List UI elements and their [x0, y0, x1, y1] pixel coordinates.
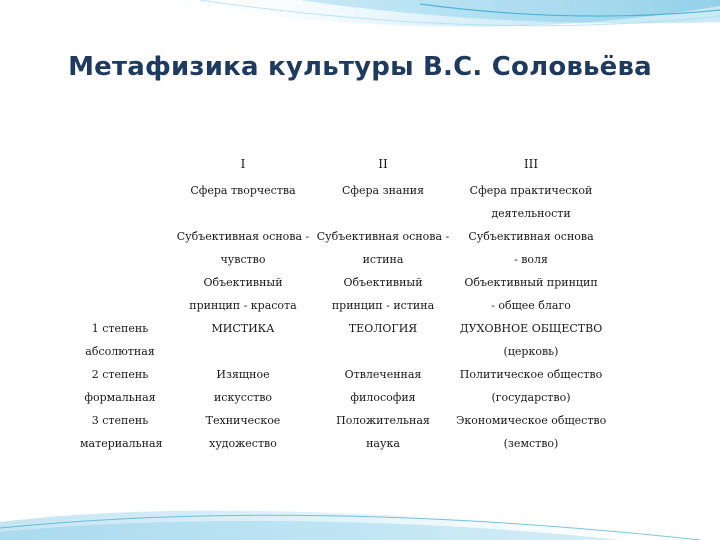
degree-label: материальная — [80, 437, 163, 450]
subjective-basis: Субъективная основа - — [316, 230, 450, 243]
degree-label: 2 степень — [91, 368, 149, 381]
objective-principle: Объективный — [343, 276, 423, 289]
subjective-basis: - воля — [514, 253, 548, 266]
subjective-basis: Субъективная основа - — [176, 230, 310, 243]
table-cell: Положительная — [336, 414, 430, 427]
table-cell: МИСТИКА — [211, 322, 275, 335]
objective-principle: принцип - истина — [331, 299, 435, 312]
table-cell: Техническое — [205, 414, 281, 427]
objective-principle: принцип - красота — [189, 299, 297, 312]
table-cell: философия — [350, 391, 416, 404]
sphere-label: Сфера практической — [469, 184, 593, 197]
table-cell: Изящное — [216, 368, 270, 381]
objective-principle: Объективный — [203, 276, 283, 289]
sphere-label: Сфера творчества — [190, 184, 296, 197]
objective-principle: Объективный принцип — [464, 276, 598, 289]
table-cell: наука — [366, 437, 400, 450]
column-number: II — [378, 157, 388, 171]
table-cell: Отвлеченная — [344, 368, 422, 381]
degree-label: формальная — [84, 391, 156, 404]
subjective-basis: Субъективная основа — [468, 230, 594, 243]
column-number: I — [240, 157, 246, 171]
sphere-label: Сфера знания — [341, 184, 425, 197]
table-cell: ДУХОВНОЕ ОБЩЕСТВО — [459, 322, 603, 335]
table-cell: (государство) — [491, 391, 571, 404]
table-cell: художество — [209, 437, 277, 450]
objective-principle: - общее благо — [491, 299, 571, 312]
degree-label: 3 степень — [91, 414, 149, 427]
table-cell: Политическое общество — [459, 368, 603, 381]
table-cell: Экономическое общество — [456, 414, 607, 427]
table-cell: (земство) — [503, 437, 559, 450]
table-cell: (церковь) — [503, 345, 559, 358]
page-title: Метафизика культуры В.С. Соловьёва — [68, 52, 652, 82]
table-cell: ТЕОЛОГИЯ — [348, 322, 418, 335]
table-cell: искусство — [213, 391, 273, 404]
sphere-label: деятельности — [491, 207, 571, 220]
degree-label: абсолютная — [85, 345, 155, 358]
subjective-basis: истина — [362, 253, 404, 266]
subjective-basis: чувство — [220, 253, 266, 266]
column-number: III — [523, 157, 539, 171]
degree-label: 1 степень — [91, 322, 149, 335]
